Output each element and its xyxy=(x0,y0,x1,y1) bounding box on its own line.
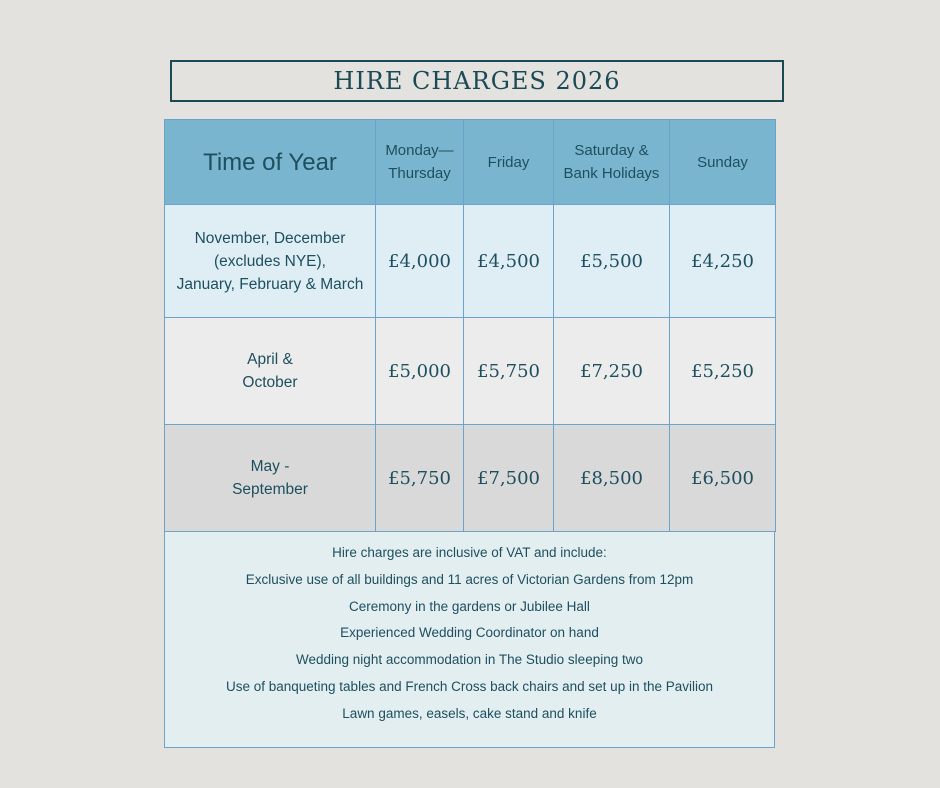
price-cell: £5,500 xyxy=(554,205,670,318)
price-cell: £7,500 xyxy=(464,425,554,532)
pricing-table xyxy=(164,119,776,532)
header-time-of-year: Time of Year xyxy=(165,120,376,205)
header-sunday: Sunday xyxy=(670,120,776,205)
header-row xyxy=(165,120,776,205)
price-cell: £5,750 xyxy=(376,425,464,532)
price-cell: £5,000 xyxy=(376,318,464,425)
price-cell: £4,000 xyxy=(376,205,464,318)
note-line: Exclusive use of all buildings and 11 acres of Victorian Gardens from 12pm xyxy=(245,571,694,587)
pricing-table-container xyxy=(164,119,775,748)
note-line: Hire charges are inclusive of VAT and include: xyxy=(332,545,607,560)
inclusions-notes xyxy=(164,532,775,748)
period-label: April & October xyxy=(165,318,376,425)
note-line: Use of banqueting tables and French Cross back chairs and set up in the Pavilion xyxy=(225,678,714,694)
note-line: Experienced Wedding Coordinator on hand xyxy=(340,625,599,641)
price-cell: £4,500 xyxy=(464,205,554,318)
table-row xyxy=(165,425,776,532)
note-line: Ceremony in the gardens or Jubilee Hall xyxy=(349,598,590,614)
price-cell: £4,250 xyxy=(670,205,776,318)
table-row xyxy=(165,318,776,425)
period-label: May - September xyxy=(165,425,376,532)
price-cell: £5,750 xyxy=(464,318,554,425)
price-cell: £5,250 xyxy=(670,318,776,425)
period-label: November, December (excludes NYE), January, February & March xyxy=(165,205,376,318)
page-title: HIRE CHARGES 2026 xyxy=(170,60,784,102)
price-cell: £6,500 xyxy=(670,425,776,532)
header-saturday-bank-holidays: Saturday & Bank Holidays xyxy=(554,120,670,205)
note-line: Wedding night accommodation in The Studio sleeping two xyxy=(296,652,643,668)
header-monday-thursday: Monday— Thursday xyxy=(376,120,464,205)
header-friday: Friday xyxy=(464,120,554,205)
note-line: Lawn games, easels, cake stand and knife xyxy=(342,705,597,721)
price-cell: £7,250 xyxy=(554,318,670,425)
table-row xyxy=(165,205,776,318)
price-cell: £8,500 xyxy=(554,425,670,532)
